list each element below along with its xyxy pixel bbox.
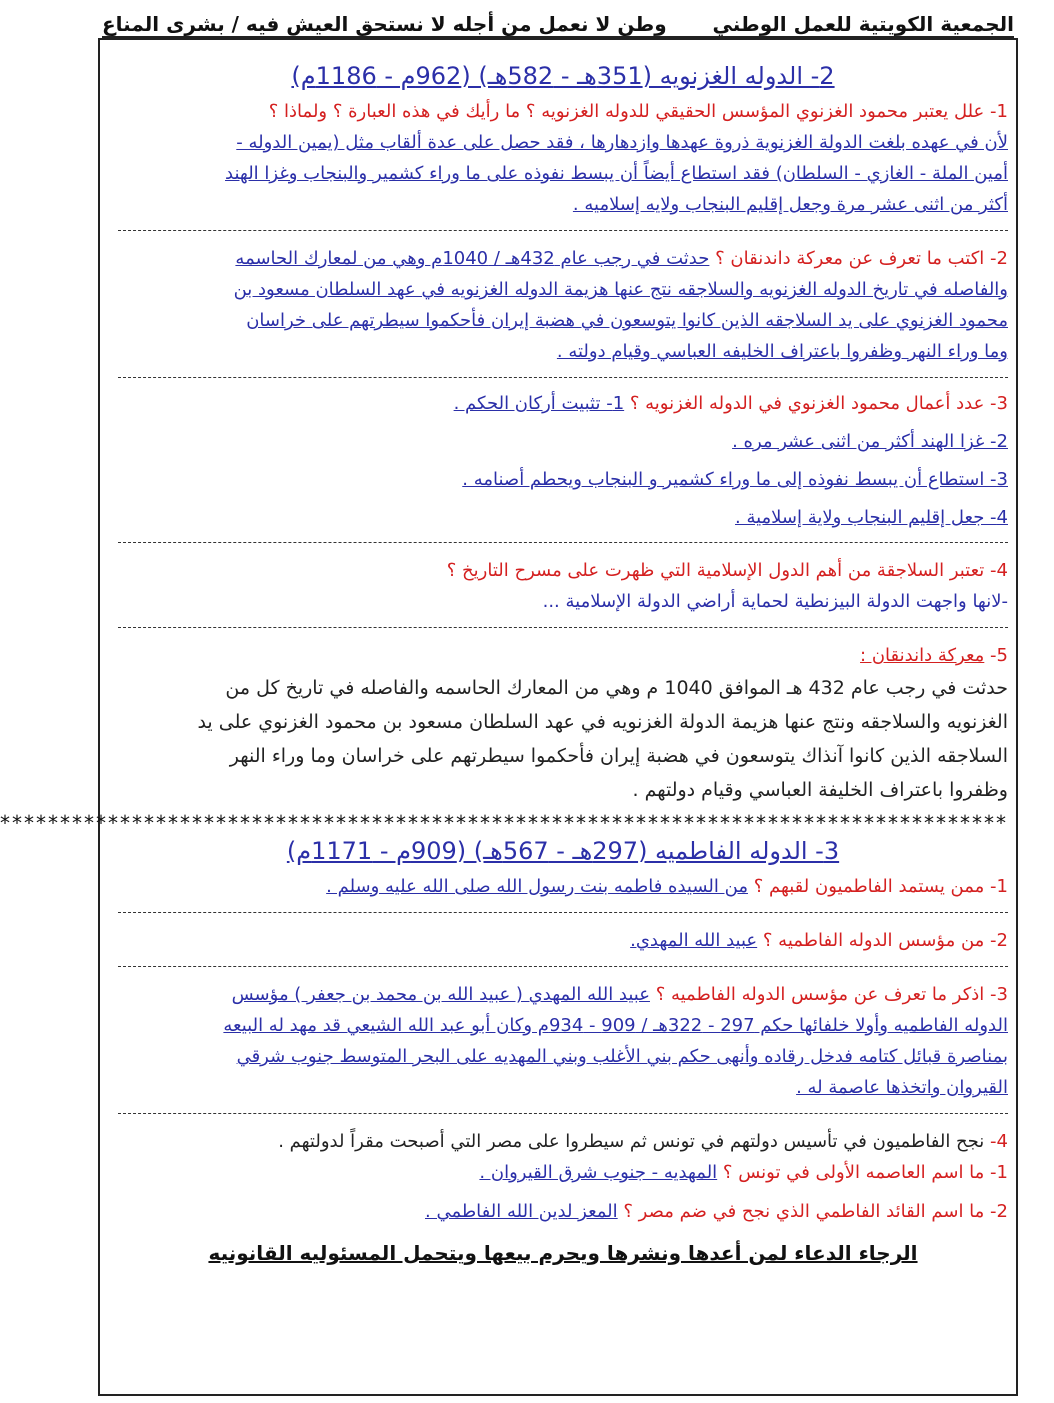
- question-text: تعتبر السلاجقة من أهم الدول الإسلامية التي ظهرت على مسرح التاريخ ؟: [446, 560, 985, 581]
- answer-item: 3- استطاع أن يبسط نفوذه إلى ما وراء كشمير و البنجاب ويحطم أصنامه .: [462, 469, 1008, 490]
- question-text: ما اسم العاصمه الأولى في تونس ؟: [722, 1162, 985, 1183]
- question-number: 5-: [990, 645, 1008, 666]
- question-text: علل يعتبر محمود الغزنوي المؤسس الحقيقي للدوله الغزنويه ؟ ما رأيك في هذه العبارة ؟ ولماذا ؟: [268, 101, 985, 122]
- question-text: عدد أعمال محمود الغزنوي في الدوله الغزنويه ؟: [629, 393, 985, 414]
- answer-line: حدثت في رجب عام 432 هـ الموافق 1040 م وهي من المعارك الحاسمه والفاصله في تاريخ كل من: [225, 677, 1008, 699]
- question-text: اكتب ما تعرف عن معركة داندنقان ؟: [715, 248, 985, 269]
- answer-line: السلاجقه الذين كانوا آنذاك يتوسعون في هضبة إيران فأحكموا سيطرتهم على خراسان وما وراء النهر: [229, 745, 1008, 767]
- divider: [118, 966, 1008, 967]
- question-2: [118, 925, 1008, 956]
- question-1: [118, 871, 1008, 902]
- divider: [118, 542, 1008, 543]
- answer-line: بمناصرة قبائل كتامه فدخل رقاده وأنهى حكم بني الأغلب وبني المهديه على البحر المتوسط جنوب شرقي: [236, 1046, 1008, 1067]
- answer-line: الدوله الفاطميه وأولا خلفائها حكم 297 - 322هـ / 909 - 934م وكان أبو عبد الله الشيعي قد مهد له البيعه: [223, 1015, 1008, 1036]
- question-number: 2-: [990, 930, 1008, 951]
- answer-line: القيروان واتخذها عاصمة له .: [796, 1077, 1008, 1098]
- question-number: 3-: [990, 984, 1008, 1005]
- header-org: الجمعية الكويتية للعمل الوطني: [712, 12, 1014, 36]
- section-title-ghaznavid: 2- الدوله الغزنويه (351هـ - 582هـ) (962م - 1186م): [291, 62, 835, 90]
- question-number: 3-: [990, 393, 1008, 414]
- answer-item: 2- غزا الهند أكثر من اثنى عشر مره .: [732, 431, 1008, 452]
- question-5: [118, 640, 1008, 807]
- divider: [118, 230, 1008, 231]
- section-title-fatimid: 3- الدوله الفاطميه (297هـ - 567هـ) (909م - 1171م): [286, 837, 840, 865]
- question-number: 4-: [990, 1131, 1008, 1152]
- page-header: [102, 6, 1014, 38]
- answer-line: -لانها واجهت الدولة البيزنطية لحماية أراضي الدولة الإسلامية ...: [542, 591, 1008, 612]
- answer-line: أكثر من اثنى عشر مرة وجعل إقليم البنجاب ولايه إسلاميه .: [572, 194, 1008, 215]
- question-number: 1-: [990, 101, 1008, 122]
- divider: [118, 1113, 1008, 1114]
- answer-line: وما وراء النهر وظفروا باعتراف الخليفه العباسي وقيام دولته .: [556, 341, 1008, 362]
- question-text: اذكر ما تعرف عن مؤسس الدوله الفاطميه ؟: [655, 984, 985, 1005]
- question-number: 4-: [990, 560, 1008, 581]
- answer-line: من السيده فاطمه بنت رسول الله صلى الله عليه وسلم .: [326, 876, 748, 897]
- answer-line: المعز لدين الله الفاطمي .: [425, 1201, 618, 1222]
- divider: [118, 627, 1008, 628]
- question-number: 2-: [990, 248, 1008, 269]
- question-text: معركة داندنقان :: [860, 645, 985, 666]
- list-item: [118, 390, 1008, 418]
- divider: [118, 377, 1008, 378]
- answer-line: عبيد الله المهدي ( عبيد الله بن محمد بن جعفر ) مؤسس: [231, 984, 650, 1005]
- answer-line: أمين الملة - الغازي - السلطان) فقد استطاع أيضاً أن يبسط نفوذه على ما وراء كشمير والبنجاب وغزا الهند: [225, 163, 1008, 184]
- answer-line: الغزنويه والسلاجقه ونتج عنها هزيمة الدولة الغزنويه في عهد السلطان مسعود بن محمود الغزنوي على يد: [197, 711, 1008, 733]
- question-text: ما اسم القائد الفاطمي الذي نجح في ضم مصر ؟: [623, 1201, 985, 1222]
- statement-text: نجح الفاطميون في تأسيس دولتهم في تونس ثم سيطروا على مصر التي أصبحت مقراً لدولتهم .: [278, 1131, 985, 1152]
- question-number: 1-: [990, 1162, 1008, 1183]
- question-2: [118, 243, 1008, 367]
- question-4: [118, 1126, 1008, 1227]
- question-number: 1-: [990, 876, 1008, 897]
- answer-line: والفاصله في تاريخ الدوله الغزنويه والسلاجقه نتج عنها هزيمة الدوله الغزنويه في عهد السلطان مسعود بن: [233, 279, 1008, 300]
- answer-item: 1- تثبيت أركان الحكم .: [453, 393, 625, 414]
- question-3: [118, 390, 1008, 532]
- divider: [118, 912, 1008, 913]
- answer-line: وظفروا باعتراف الخليفة العباسي وقيام دولتهم .: [632, 779, 1008, 801]
- question-text: ممن يستمد الفاطميون لقبهم ؟: [753, 876, 985, 897]
- header-slogan: وطن لا نعمل من أجله لا نستحق العيش فيه / بشرى المناع: [102, 12, 667, 36]
- question-number: 2-: [990, 1201, 1008, 1222]
- question-4: [118, 555, 1008, 617]
- answer-item: 4- جعل إقليم البنجاب ولاية إسلامية .: [735, 507, 1008, 528]
- question-text: من مؤسس الدوله الفاطميه ؟: [762, 930, 985, 951]
- footer-note: الرجاء الدعاء لمن أعدها ونشرها ويحرم بيعها ويتحمل المسئوليه القانونيه: [208, 1241, 918, 1265]
- answer-line: لأن في عهده بلغت الدولة الغزنوية ذروة عهدها وازدهارها ، فقد حصل على عدة ألقاب مثل (يمين الدوله -: [236, 132, 1008, 153]
- question-3: [118, 979, 1008, 1103]
- worksheet-content: [0, 58, 1008, 1265]
- star-divider: ************************************************************************************: [0, 811, 1008, 835]
- answer-line: المهديه - جنوب شرق القيروان .: [479, 1162, 718, 1183]
- answer-line: حدثت في رجب عام 432هـ / 1040م وهي من لمعارك الحاسمه: [235, 248, 710, 269]
- question-1: [118, 96, 1008, 220]
- answer-line: عبيد الله المهدي.: [630, 930, 758, 951]
- answer-line: محمود الغزنوي على يد السلاجقه الذين كانوا يتوسعون في هضبة إيران فأحكموا سيطرتهم على خراسان: [246, 310, 1008, 331]
